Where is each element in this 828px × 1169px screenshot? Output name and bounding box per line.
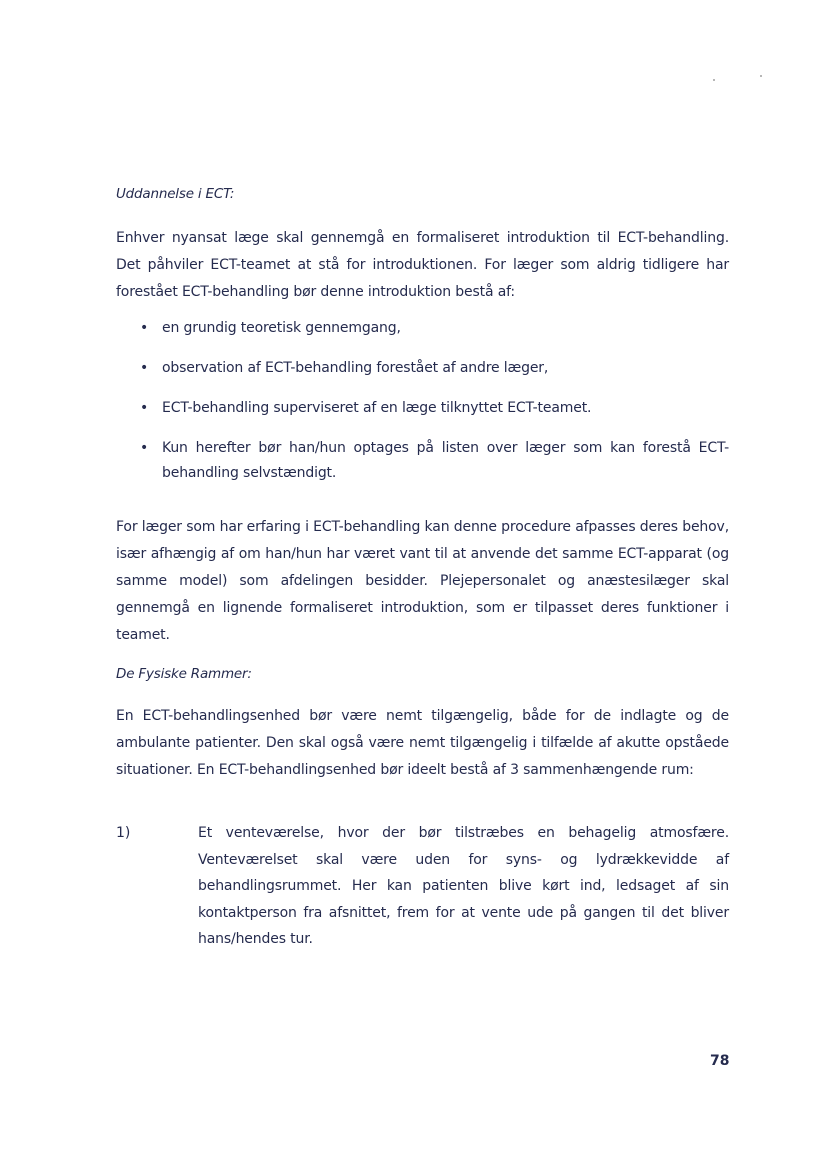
- list-item: • en grundig teoretisk gennemgang,: [116, 316, 729, 341]
- paragraph-ect-unit: En ECT-behandlingsenhed bør være nemt tilgængelig, både for de indlagte og de ambulante patienter. Den skal også være nemt tilgængelig i tilfælde af akutte opståede situationer. En ECT-behandlingsenhed bør ideelt bestå af 3 sammenhængende rum:: [116, 708, 729, 778]
- scan-speck: [713, 79, 715, 81]
- item-text: Et venteværelse, hvor der bør tilstræbes en behagelig atmosfære. Venteværelset skal være uden for syns- og lydrækkevidde af behandlingsrummet. Her kan patienten blive kørt ind, ledsaget af sin kontaktperson fra afsnittet, frem for at vente ude på gangen til det bliver hans/hendes tur.: [198, 825, 729, 947]
- list-item: • ECT-behandling superviseret af en læge tilknyttet ECT-teamet.: [116, 396, 729, 421]
- list-item: • observation af ECT-behandling forestået af andre læger,: [116, 356, 729, 381]
- item-number: 1): [116, 825, 131, 841]
- page-number: 78: [710, 1053, 730, 1069]
- section-heading-education: Uddannelse i ECT:: [116, 186, 235, 202]
- paragraph-introduction: Enhver nyansat læge skal gennemgå en formaliseret introduktion til ECT-behandling. Det påhviler ECT-teamet at stå for introduktionen. For læger som aldrig tidligere har forestået ECT-behandling bør denne introduktion bestå af:: [116, 230, 729, 300]
- bullet-list: [116, 316, 729, 501]
- scan-speck: [760, 75, 762, 77]
- paragraph-experienced-doctors: For læger som har erfaring i ECT-behandling kan denne procedure afpasses deres behov, især afhængig af om han/hun har været vant til at anvende det samme ECT-apparat (og samme model) som afdelingen besidder. Plejepersonalet og anæstesilæger skal gennemgå en lignende formaliseret introduktion, som er tilpasset deres funktioner i teamet.: [116, 519, 729, 643]
- section-heading-physical-setting: De Fysiske Rammer:: [116, 666, 252, 682]
- list-item: • Kun herefter bør han/hun optages på listen over læger som kan forestå ECT-behandling selvstændigt.: [116, 436, 729, 486]
